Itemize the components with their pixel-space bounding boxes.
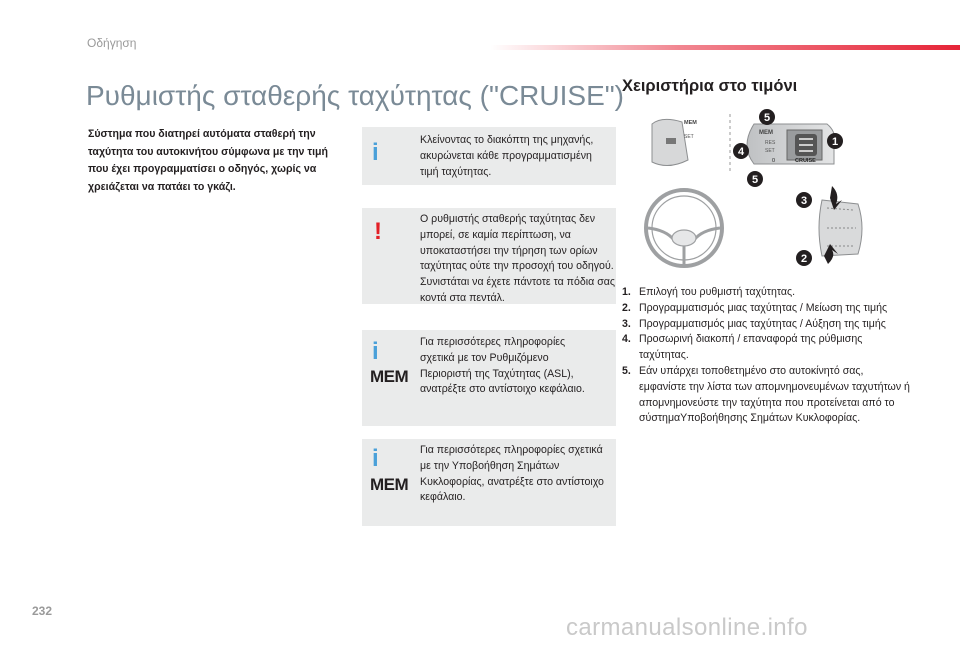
switch-label: SET <box>765 148 775 154</box>
list-item: 5. Εάν υπάρχει τοποθετημένο στο αυτοκίνητό σας, εμφανίστε την λίστα των απομνημονευμένων ταχυτήτων ή απομνημονεύστε την ταχύτητα που προτείνεται από το σύστημαΥποβοήθησης Σημάτων Κυκλοφορίας. <box>622 364 910 425</box>
note-text: Κλείνοντας το διακόπτη της μηχανής, ακυρώνεται κάθε προγραμματισμένη τιμή ταχύτητας. <box>420 134 594 178</box>
warning-note <box>362 208 616 304</box>
swipe-arrow-icon <box>819 186 862 264</box>
switch-label: MEM <box>759 130 773 136</box>
callout-2: 2 <box>800 253 808 265</box>
mem-label: MEM <box>370 367 409 386</box>
info-note-asl <box>362 330 616 426</box>
mem-label: MEM <box>370 475 409 494</box>
watermark: carmanualsonline.info <box>566 614 808 641</box>
info-icon: i <box>372 139 379 166</box>
callout-5: 5 <box>763 112 771 124</box>
switch-label: SET <box>684 134 694 140</box>
info-note-ignition <box>362 127 616 185</box>
info-note-traffic-signs <box>362 439 616 526</box>
list-item: 1. Επιλογή του ρυθμιστή ταχύτητας. <box>622 286 796 298</box>
callout-1: 1 <box>831 136 839 148</box>
callout-4: 4 <box>737 146 745 158</box>
note-text: Για περισσότερες πληροφορίες σχετικά με τον Ρυθμιζόμενο Περιοριστή της Ταχύτητας (ASL), ανατρέξτε στο αντίστοιχο κεφάλαιο. <box>420 336 585 396</box>
switch-label: MEM <box>684 120 697 126</box>
warning-text: Ο ρυθμιστής σταθερής ταχύτητας δεν μπορεί, σε καμία περίπτωση, να υποκαταστήσει την τήρηση των ορίων ταχύτητας ούτε την προσοχή του οδηγού. Συνιστάται να έχετε πάντοτε τα πόδια σας κοντά στα πεντάλ. <box>420 213 615 304</box>
page-title: Ρυθμιστής σταθερής ταχύτητας ("CRUISE") <box>86 80 625 111</box>
note-text: Για περισσότερες πληροφορίες σχετικά με την Υποβοήθηση Σημάτων Κυκλοφορίας, ανατρέξτε στο αντίστοιχο κεφάλαιο. <box>420 444 604 504</box>
callout-3: 3 <box>800 195 808 207</box>
controls-title: Χειριστήρια στο τιμόνι <box>622 77 798 95</box>
info-icon: i <box>372 338 379 365</box>
list-item: 3. Προγραμματισμός μιας ταχύτητας / Αύξηση της τιμής <box>622 317 886 330</box>
steering-controls-diagram <box>622 104 884 280</box>
warning-icon: ! <box>374 218 382 245</box>
list-item: 4. Προσωρινή διακοπή / επαναφορά της ρύθμισης ταχύτητας. <box>622 333 863 362</box>
info-icon: i <box>372 445 379 472</box>
switch-label: CRUISE <box>795 158 816 164</box>
controls-legend <box>622 285 912 427</box>
intro-paragraph: Σύστημα που διατηρεί αυτόματα σταθερή την ταχύτητα του αυτοκινήτου σύμφωνα με την τιμή που έχει προγραμματίσει ο οδηγός, χωρίς να χρειάζεται να πατάει το γκάζι. <box>88 128 328 193</box>
page-number: 232 <box>32 604 53 618</box>
callout-5: 5 <box>751 174 759 186</box>
switch-label: 0 <box>772 158 776 164</box>
header-accent-bar <box>490 45 960 50</box>
list-item: 2. Προγραμματισμός μιας ταχύτητας / Μείωση της τιμής <box>622 301 888 314</box>
switch-label: RES <box>765 140 776 146</box>
section-label: Οδήγηση <box>87 36 137 50</box>
steering-wheel-icon <box>646 190 722 266</box>
